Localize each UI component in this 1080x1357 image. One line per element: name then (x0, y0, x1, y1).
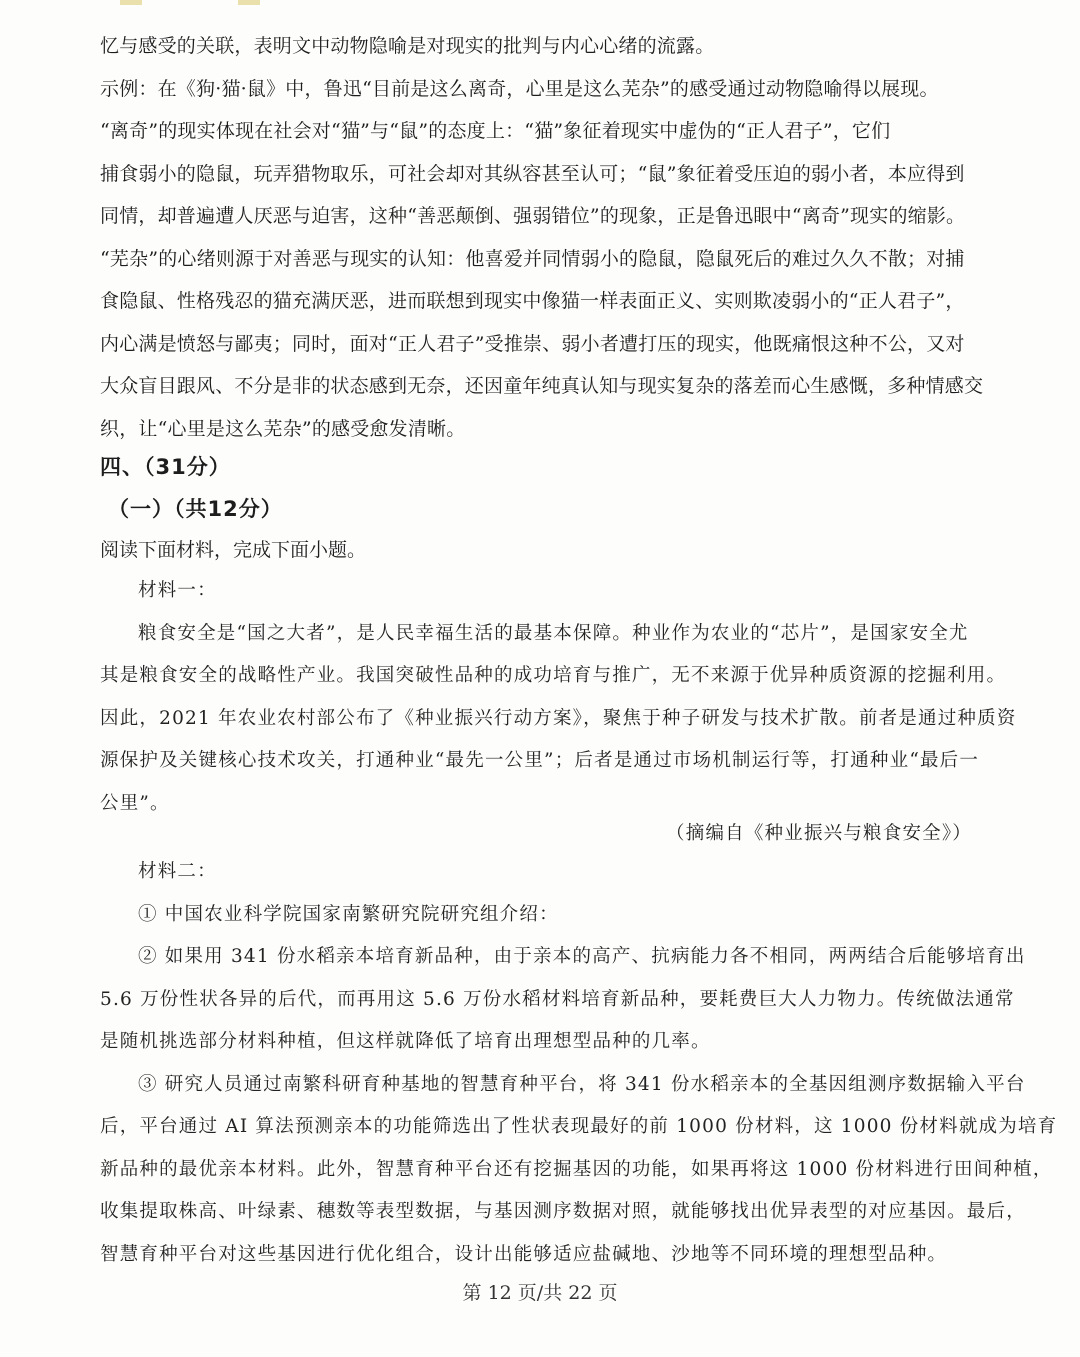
material-one-label: 材料一： (138, 580, 217, 601)
material-two-label: 材料二： (138, 861, 217, 882)
material-line: 后，平台通过 AI 算法预测亲本的功能筛选出了性状表现最好的前 1000 份材料，这 1000 份材料就成为培育 (100, 1116, 1058, 1137)
instruction-text: 阅读下面材料，完成下面小题。 (100, 539, 367, 561)
answer-line: 内心满是愤怒与鄙夷；同时，面对“正人君子”受推崇、弱小者遭打压的现实，他既痛恨这种不公，又对 (100, 332, 965, 355)
answer-line: “芜杂”的心绪则源于对善恶与现实的认知：他喜爱并同情弱小的隐鼠，隐鼠死后的难过久久不散；对捕 (100, 247, 965, 270)
answer-line: 忆与感受的关联，表明文中动物隐喻是对现实的批判与内心心绪的流露。 (100, 35, 715, 57)
material-line: 新品种的最优亲本材料。此外，智慧育种平台还有挖掘基因的功能，如果再将这 1000 份材料进行田间种植， (100, 1158, 1053, 1180)
material-line: 收集提取株高、叶绿素、穗数等表型数据，与基因测序数据对照，就能够找出优异表型的对应基因。最后， (100, 1201, 1026, 1222)
material-two (100, 851, 1058, 1276)
answer-line: 捕食弱小的隐鼠，玩弄猎物取乐，可社会却对其纵容甚至认可；“鼠”象征着受压迫的弱小者，本应得到 (100, 162, 965, 185)
subsection-heading: （一）（共12分） (108, 497, 283, 521)
material-line: 公里”。 (100, 792, 170, 814)
material-one-source: （摘编自《种业振兴与粮食安全》） (666, 823, 972, 844)
material-line: 是随机挑选部分材料种植，但这样就降低了培育出理想型品种的几率。 (100, 1031, 711, 1052)
page-number: 第 12 页/共 22 页 (462, 1282, 618, 1304)
material-line: ③ 研究人员通过南繁科研育种基地的智慧育种平台，将 341 份水稻亲本的全基因组测序数据输入平台 (138, 1073, 1026, 1095)
answer-paragraph (100, 25, 990, 450)
material-line: ① 中国农业科学院国家南繁研究院研究组介绍： (138, 903, 559, 925)
answer-line: 织，让“心里是这么芜杂”的感受愈发清晰。 (100, 417, 466, 440)
section-heading: 四、（31分） (100, 455, 231, 479)
material-one (100, 570, 1017, 825)
material-line: 5.6 万份性状各异的后代，而再用这 5.6 万份水稻材料培育新品种，要耗费巨大人力物力。传统做法通常 (100, 988, 1015, 1010)
material-line: 粮食安全是“国之大者”，是人民幸福生活的最基本保障。种业作为农业的“芯片”，是国家安全尤 (138, 622, 969, 644)
material-line: 其是粮食安全的战略性产业。我国突破性品种的成功培育与推广，无不来源于优异种质资源的挖掘利用。 (100, 665, 1007, 686)
answer-line: 示例：在《狗·猫·鼠》中，鲁迅“目前是这么离奇，心里是这么芜杂”的感受通过动物隐喻得以展现。 (100, 77, 939, 100)
material-line: 因此，2021 年农业农村部公布了《种业振兴行动方案》，聚焦于种子研发与技术扩散。前者是通过种质资 (100, 707, 1017, 729)
answer-line: 同情，却普遍遭人厌恶与迫害，这种“善恶颠倒、强弱错位”的现象，正是鲁迅眼中“离奇”现实的缩影。 (100, 205, 966, 227)
answer-line: 食隐鼠、性格残忍的猫充满厌恶，进而联想到现实中像猫一样表面正义、实则欺凌弱小的“正人君子”， (100, 290, 965, 312)
material-line: ② 如果用 341 份水稻亲本培育新品种，由于亲本的高产、抗病能力各不相同，两两结合后能够培育出 (138, 946, 1026, 967)
top-edge-marks (120, 0, 280, 8)
answer-line: 大众盲目跟风、不分是非的状态感到无奈，还因童年纯真认知与现实复杂的落差而心生感慨，多种情感交 (100, 375, 984, 397)
answer-line: “离奇”的现实体现在社会对“猫”与“鼠”的态度上：“猫”象征着现实中虚伪的“正人君子”，它们 (100, 120, 891, 142)
material-line: 源保护及关键核心技术攻关，打通种业“最先一公里”；后者是通过市场机制运行等，打通种业“最后一 (100, 750, 980, 771)
material-line: 智慧育种平台对这些基因进行优化组合，设计出能够适应盐碱地、沙地等不同环境的理想型品种。 (100, 1243, 948, 1265)
